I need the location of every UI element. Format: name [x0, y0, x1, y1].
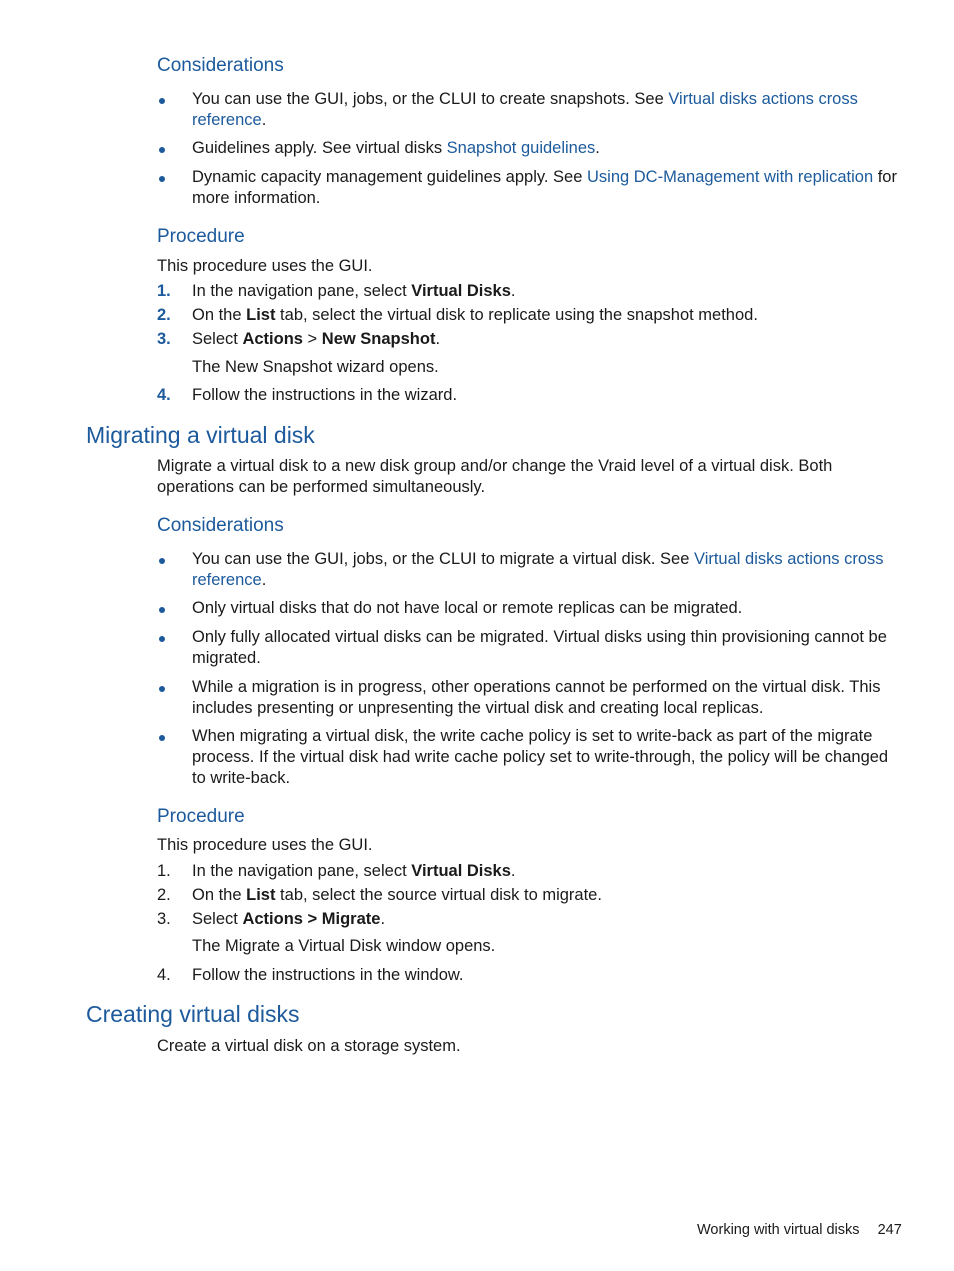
list-item: Dynamic capacity management guidelines apply. See Using DC-Management with replication for more information.: [192, 168, 897, 207]
virtual-disks-actions-link[interactable]: Virtual disks actions cross reference: [192, 90, 858, 129]
section-title: Creating virtual disks: [86, 1001, 300, 1027]
page-footer: [697, 1222, 902, 1238]
bullet-icon: [159, 147, 165, 153]
snapshot-guidelines-link[interactable]: Snapshot guidelines: [446, 139, 596, 157]
page-number: 247: [877, 1222, 902, 1238]
step-number: 3.: [157, 910, 171, 928]
bullet-icon: [159, 607, 165, 613]
considerations-heading: Considerations: [157, 515, 284, 536]
step-number: 3.: [157, 330, 171, 348]
list-item: You can use the GUI, jobs, or the CLUI to migrate a virtual disk. See Virtual disks actions cross reference.: [192, 550, 884, 589]
bullet-icon: [159, 735, 165, 741]
section-intro: Migrate a virtual disk to a new disk group and/or change the Vraid level of a virtual disk. Both operations can be performed simultaneously.: [157, 457, 833, 496]
step-number: 4.: [157, 386, 171, 404]
procedure-step: Follow the instructions in the window.: [192, 966, 464, 984]
bullet-icon: [159, 636, 165, 642]
list-item: You can use the GUI, jobs, or the CLUI to create snapshots. See Virtual disks actions cross reference.: [192, 90, 858, 129]
step-result: The Migrate a Virtual Disk window opens.: [192, 937, 496, 955]
procedure-step: Select Actions > Migrate.: [192, 910, 386, 928]
list-item: Only virtual disks that do not have local or remote replicas can be migrated.: [192, 599, 743, 617]
list-item: Guidelines apply. See virtual disks Snapshot guidelines.: [192, 139, 600, 157]
step-number: 2.: [157, 306, 171, 324]
considerations-heading: Considerations: [157, 55, 284, 76]
procedure-intro: This procedure uses the GUI.: [157, 257, 373, 275]
bullet-icon: [159, 98, 165, 104]
procedure-step: In the navigation pane, select Virtual Disks.: [192, 862, 516, 880]
step-number: 1.: [157, 282, 171, 300]
procedure-step: Select Actions > New Snapshot.: [192, 330, 441, 348]
list-item: While a migration is in progress, other operations cannot be performed on the virtual disk. This includes presenting or unpresenting the virtual disk and creating local replicas.: [192, 678, 881, 717]
procedure-intro: This procedure uses the GUI.: [157, 836, 373, 854]
step-number: 2.: [157, 886, 171, 904]
procedure-heading: Procedure: [157, 226, 245, 247]
list-item: When migrating a virtual disk, the write cache policy is set to write-back as part of the migrate process. If the virtual disk had write cache policy set to write-through, the policy will be changed to write-back.: [192, 727, 889, 787]
footer-section-name: Working with virtual disks: [697, 1222, 860, 1238]
procedure-step: On the List tab, select the source virtual disk to migrate.: [192, 886, 602, 904]
list-item: Only fully allocated virtual disks can be migrated. Virtual disks using thin provisioning cannot be migrated.: [192, 628, 887, 667]
virtual-disks-actions-link[interactable]: Virtual disks actions cross reference: [192, 550, 884, 589]
procedure-step: Follow the instructions in the wizard.: [192, 386, 458, 404]
procedure-step: On the List tab, select the virtual disk to replicate using the snapshot method.: [192, 306, 758, 324]
step-result: The New Snapshot wizard opens.: [192, 358, 439, 376]
dc-management-link[interactable]: Using DC-Management with replication: [587, 168, 874, 186]
bullet-icon: [159, 176, 165, 182]
step-number: 4.: [157, 966, 171, 984]
step-number: 1.: [157, 862, 171, 880]
procedure-step: In the navigation pane, select Virtual Disks.: [192, 282, 516, 300]
procedure-heading: Procedure: [157, 806, 245, 827]
section-intro: Create a virtual disk on a storage system.: [157, 1037, 461, 1055]
section-title: Migrating a virtual disk: [86, 422, 315, 448]
bullet-icon: [159, 558, 165, 564]
bullet-icon: [159, 686, 165, 692]
